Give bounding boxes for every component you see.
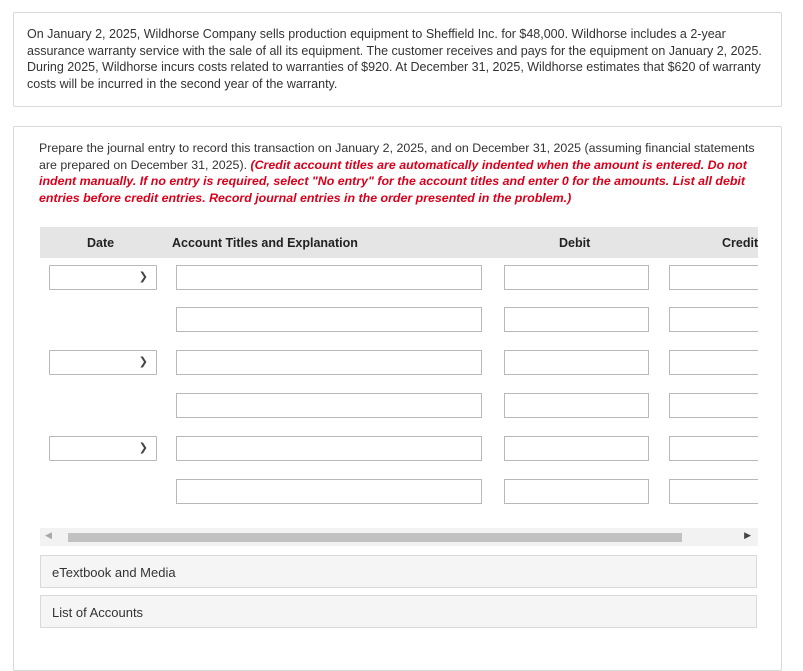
horizontal-scrollbar[interactable] <box>40 528 758 546</box>
debit-input-1[interactable] <box>504 265 649 290</box>
etextbook-media-link[interactable] <box>40 555 757 588</box>
date-select-2[interactable] <box>49 350 157 375</box>
credit-input-4[interactable] <box>669 393 758 418</box>
chevron-down-icon: ❯ <box>138 271 148 283</box>
credit-input-3[interactable] <box>669 350 758 375</box>
triangle-left-icon[interactable]: ◀ <box>45 530 52 540</box>
account-input-4[interactable] <box>176 393 482 418</box>
list-of-accounts-label: List of Accounts <box>52 605 144 620</box>
task-panel <box>13 126 782 671</box>
account-input-5[interactable] <box>176 436 482 461</box>
problem-statement-panel <box>13 12 782 107</box>
table-header <box>40 227 758 258</box>
chevron-down-icon: ❯ <box>138 442 148 454</box>
credit-input-5[interactable] <box>669 436 758 461</box>
header-debit: Debit <box>559 236 591 250</box>
header-account-titles: Account Titles and Explanation <box>172 236 358 250</box>
debit-input-5[interactable] <box>504 436 649 461</box>
account-input-6[interactable] <box>176 479 482 504</box>
debit-input-4[interactable] <box>504 393 649 418</box>
date-select-3[interactable] <box>49 436 157 461</box>
header-credit: Credit <box>722 236 758 250</box>
etextbook-media-label: eTextbook and Media <box>52 565 176 580</box>
debit-input-6[interactable] <box>504 479 649 504</box>
instruction-text: Prepare the journal entry to record this transaction on January 2, 2025, and on December 31, 2025 (assuming financial statements are prepared on December 31, 2025). <box>39 141 755 172</box>
instruction-note: (Credit account titles are automatically indented when the amount is entered. Do not indent manually. If no entry is required, select "No entry" for the account titles and enter 0 for the amounts. List all debit entries before credit entries. Record journal entries in the order presented in the problem.) <box>39 157 747 205</box>
triangle-right-icon[interactable]: ▶ <box>744 530 751 540</box>
account-input-3[interactable] <box>176 350 482 375</box>
problem-text: On January 2, 2025, Wildhorse Company sells production equipment to Sheffield Inc. for $48,000. Wildhorse includes a 2-year assurance warranty service with the sale of all its equipment. The customer receives and pays for the equipment on January 2, 2025. During 2025, Wildhorse incurs costs related to warranties of $920. At December 31, 2025, Wildhorse estimates that $620 of warranty costs will be incurred in the second year of the warranty. <box>27 27 762 91</box>
credit-input-6[interactable] <box>669 479 758 504</box>
header-date: Date <box>87 236 115 250</box>
credit-input-1[interactable] <box>669 265 758 290</box>
chevron-down-icon: ❯ <box>138 356 148 368</box>
journal-entry-table <box>40 227 758 517</box>
list-of-accounts-link[interactable] <box>40 595 757 628</box>
scrollbar-thumb[interactable] <box>68 533 682 542</box>
date-select-1[interactable] <box>49 265 157 290</box>
debit-input-3[interactable] <box>504 350 649 375</box>
credit-input-2[interactable] <box>669 307 758 332</box>
account-input-2[interactable] <box>176 307 482 332</box>
account-input-1[interactable] <box>176 265 482 290</box>
debit-input-2[interactable] <box>504 307 649 332</box>
instructions <box>39 140 764 206</box>
